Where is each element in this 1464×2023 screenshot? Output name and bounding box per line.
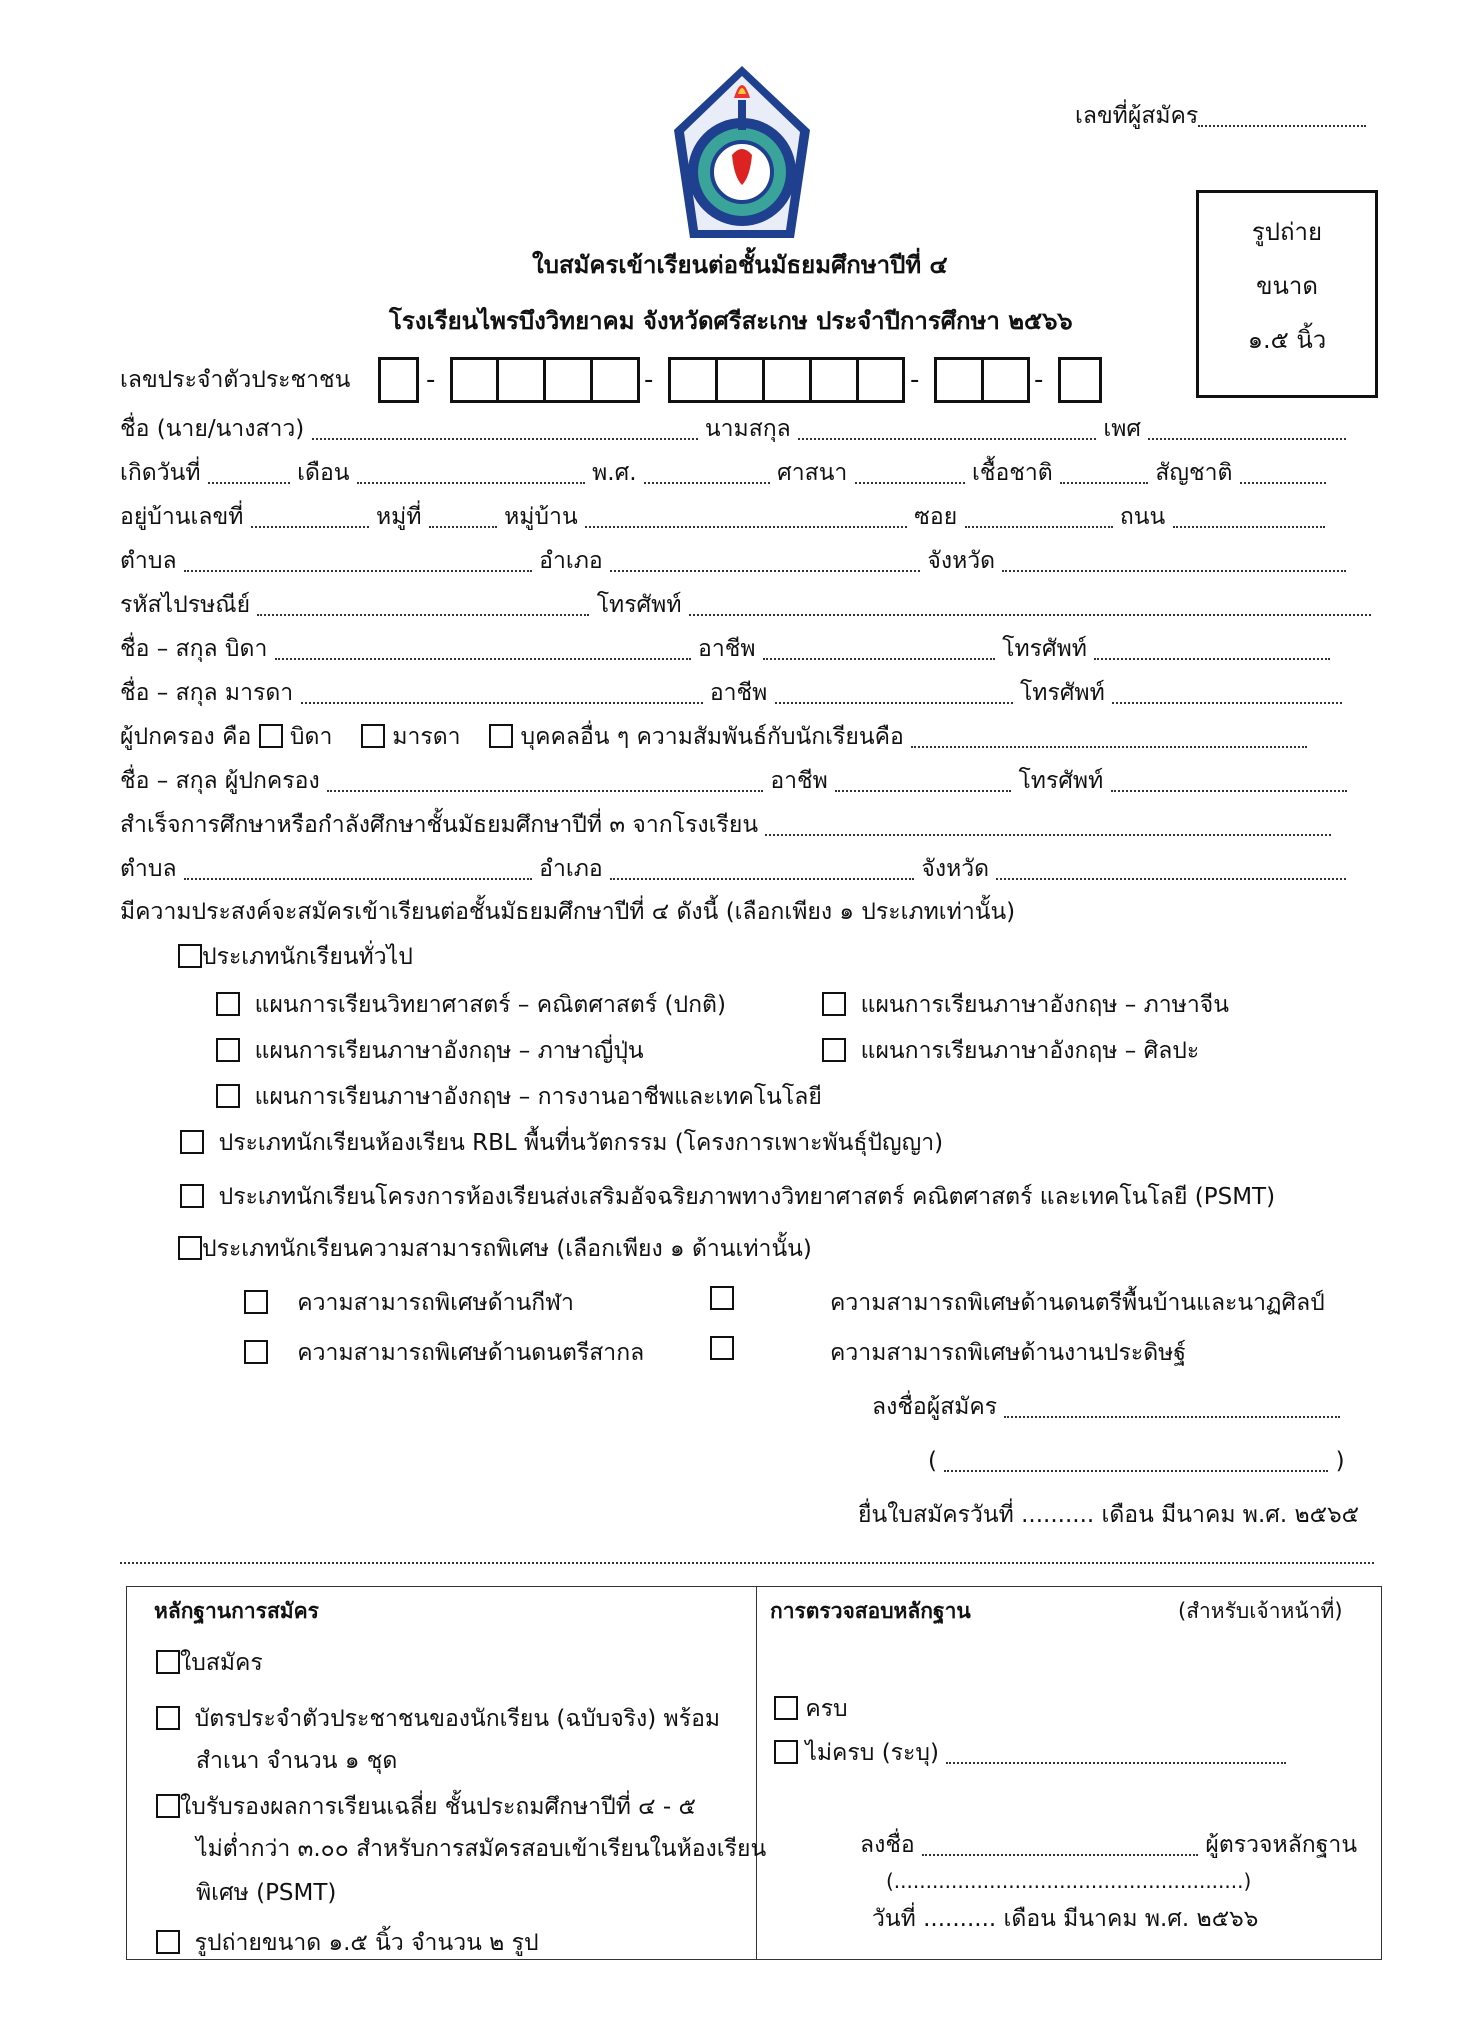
evidence-item-1: ใบสมัคร <box>156 1648 263 1678</box>
name-input[interactable] <box>312 420 698 440</box>
option-special-sport: ความสามารถพิเศษด้านกีฬา <box>244 1288 574 1318</box>
father-name-input[interactable] <box>275 640 691 660</box>
verify-paren: (.......................................................) <box>886 1869 1252 1893</box>
general-checkbox[interactable] <box>178 944 202 968</box>
verify-reason-input[interactable] <box>946 1744 1286 1764</box>
special-sport-checkbox[interactable] <box>244 1290 268 1314</box>
submit-date: ยื่นใบสมัครวันที่ .......... เดือน มีนาคม พ.ศ. ๒๕๖๕ <box>858 1502 1360 1528</box>
guardian-occupation-input[interactable] <box>835 772 1011 792</box>
moo-input[interactable] <box>429 508 497 528</box>
soi-input[interactable] <box>965 508 1113 528</box>
father-occupation-input[interactable] <box>763 640 995 660</box>
guardian-other-checkbox[interactable] <box>489 724 513 748</box>
special-folk-music-label: ความสามารถพิเศษด้านดนตรีพื้นบ้านและนาฏศิลป์ <box>830 1290 1325 1316</box>
father-phone-input[interactable] <box>1094 640 1330 660</box>
nationality-input[interactable] <box>1240 464 1326 484</box>
psmt-checkbox[interactable] <box>180 1184 204 1208</box>
plan-eng-art-checkbox[interactable] <box>822 1038 846 1062</box>
evidence-grade-checkbox[interactable] <box>156 1794 180 1818</box>
evidence-item-3b: ไม่ต่ำกว่า ๓.๐๐ สำหรับการสมัครสอบเข้าเรียนในห้องเรียน <box>196 1836 767 1862</box>
applicant-name-paren: ( ) <box>928 1448 1345 1474</box>
sex-input[interactable] <box>1148 420 1346 440</box>
religion-input[interactable] <box>855 464 965 484</box>
verify-sign-input[interactable] <box>922 1836 1198 1856</box>
national-id-label: เลขประจำตัวประชาชน <box>120 367 351 393</box>
photo-line-3: ๑.๕ นิ้ว <box>1247 326 1327 354</box>
option-plan-eng-career: แผนการเรียนภาษาอังกฤษ – การงานอาชีพและเทคโนโลยี <box>216 1082 822 1112</box>
option-plan-sci-math: แผนการเรียนวิทยาศาสตร์ – คณิตศาสตร์ (ปกติ) <box>216 990 726 1020</box>
guardian-phone-input[interactable] <box>1111 772 1347 792</box>
form-title: ใบสมัครเข้าเรียนต่อชั้นมัธยมศึกษาปีที่ ๔ <box>532 251 948 279</box>
race-input[interactable] <box>1060 464 1148 484</box>
intent-heading: มีความประสงค์จะสมัครเข้าเรียนต่อชั้นมัธยมศึกษาปีที่ ๔ ดังนี้ (เลือกเพียง ๑ ประเภทเท่านั้น) <box>120 899 1016 925</box>
special-invention-checkbox[interactable] <box>710 1336 734 1360</box>
option-plan-eng-art: แผนการเรียนภาษาอังกฤษ – ศิลปะ <box>822 1036 1199 1066</box>
option-rbl: ประเภทนักเรียนห้องเรียน RBL พื้นที่นวัตกรรม (โครงการเพาะพันธุ์ปัญญา) <box>180 1128 943 1158</box>
guardian-relation-input[interactable] <box>911 728 1307 748</box>
plan-sci-math-checkbox[interactable] <box>216 992 240 1016</box>
verify-complete: ครบ <box>774 1694 848 1724</box>
road-input[interactable] <box>1173 508 1325 528</box>
birth-year-input[interactable] <box>644 464 770 484</box>
house-no-input[interactable] <box>251 508 369 528</box>
surname-input[interactable] <box>798 420 1096 440</box>
option-general: ประเภทนักเรียนทั่วไป <box>178 942 413 972</box>
option-special-intl-music: ความสามารถพิเศษด้านดนตรีสากล <box>244 1338 644 1368</box>
row-birth: เกิดวันที่ เดือน พ.ศ. ศาสนา เชื้อชาติ สัญชาติ <box>120 458 1326 488</box>
form-subtitle: โรงเรียนไพรบึงวิทยาคม จังหวัดศรีสะเกษ ประจำปีการศึกษา ๒๕๖๖ <box>389 307 1073 335</box>
verify-date: วันที่ .......... เดือน มีนาคม พ.ศ. ๒๕๖๖ <box>872 1906 1259 1932</box>
mother-name-input[interactable] <box>301 684 703 704</box>
row-school-district: ตำบล อำเภอ จังหวัด <box>120 854 1346 884</box>
row-mother: ชื่อ – สกุล มารดา อาชีพ โทรศัพท์ <box>120 678 1342 708</box>
birth-day-input[interactable] <box>208 464 290 484</box>
applicant-signature-input[interactable] <box>1004 1398 1340 1418</box>
photo-line-1: รูปถ่าย <box>1251 218 1323 246</box>
phone-input[interactable] <box>689 596 1371 616</box>
row-district: ตำบล อำเภอ จังหวัด <box>120 546 1346 576</box>
applicant-no-label: เลขที่ผู้สมัคร <box>1075 98 1366 134</box>
mother-occupation-input[interactable] <box>775 684 1013 704</box>
row-father: ชื่อ – สกุล บิดา อาชีพ โทรศัพท์ <box>120 634 1330 664</box>
evidence-form-checkbox[interactable] <box>156 1650 180 1674</box>
school-input[interactable] <box>765 816 1331 836</box>
row-address: อยู่บ้านเลขที่ หมู่ที่ หมู่บ้าน ซอย ถนน <box>120 502 1325 532</box>
option-special-invention <box>710 1334 734 1364</box>
evidence-idcard-checkbox[interactable] <box>156 1706 180 1730</box>
evidence-item-2b: สำเนา จำนวน ๑ ชุด <box>196 1748 398 1774</box>
verify-note: (สำหรับเจ้าหน้าที่) <box>1178 1599 1343 1623</box>
evidence-photo-checkbox[interactable] <box>156 1930 180 1954</box>
evidence-item-4: รูปถ่ายขนาด ๑.๕ นิ้ว จำนวน ๒ รูป <box>156 1928 539 1958</box>
cut-line <box>120 1562 1374 1564</box>
school-tambon-input[interactable] <box>184 860 532 880</box>
birth-month-input[interactable] <box>357 464 585 484</box>
option-special-folk-music <box>710 1284 734 1314</box>
option-special: ประเภทนักเรียนความสามารถพิเศษ (เลือกเพียง ๑ ด้านเท่านั้น) <box>178 1234 812 1264</box>
guardian-father-checkbox[interactable] <box>259 724 283 748</box>
amphoe-input[interactable] <box>610 552 920 572</box>
postcode-input[interactable] <box>257 596 589 616</box>
special-checkbox[interactable] <box>178 1236 202 1260</box>
evidence-item-3c: พิเศษ (PSMT) <box>196 1880 337 1906</box>
verify-complete-checkbox[interactable] <box>774 1696 798 1720</box>
verify-incomplete: ไม่ครบ (ระบุ) <box>774 1738 1286 1768</box>
verify-incomplete-checkbox[interactable] <box>774 1740 798 1764</box>
plan-eng-chinese-checkbox[interactable] <box>822 992 846 1016</box>
row-guardian-type: ผู้ปกครอง คือ บิดา มารดา บุคคลอื่น ๆ ความสัมพันธ์กับนักเรียนคือ <box>120 722 1307 752</box>
option-plan-eng-chinese: แผนการเรียนภาษาอังกฤษ – ภาษาจีน <box>822 990 1229 1020</box>
tambon-input[interactable] <box>184 552 532 572</box>
school-province-input[interactable] <box>996 860 1346 880</box>
row-graduated: สำเร็จการศึกษาหรือกำลังศึกษาชั้นมัธยมศึกษาปีที่ ๓ จากโรงเรียน <box>120 810 1331 840</box>
option-plan-eng-japanese: แผนการเรียนภาษาอังกฤษ – ภาษาญี่ปุ่น <box>216 1036 644 1066</box>
mother-phone-input[interactable] <box>1112 684 1342 704</box>
applicant-signature: ลงชื่อผู้สมัคร <box>872 1392 1340 1422</box>
verify-heading: การตรวจสอบหลักฐาน <box>770 1599 971 1623</box>
school-amphoe-input[interactable] <box>610 860 914 880</box>
option-psmt: ประเภทนักเรียนโครงการห้องเรียนส่งเสริมอัจฉริยภาพทางวิทยาศาสตร์ คณิตศาสตร์ และเทคโนโลยี (PSMT) <box>180 1182 1275 1212</box>
special-folk-music-checkbox[interactable] <box>710 1286 734 1310</box>
verify-sign: ลงชื่อ ผู้ตรวจหลักฐาน <box>860 1832 1358 1858</box>
plan-eng-career-checkbox[interactable] <box>216 1084 240 1108</box>
province-input[interactable] <box>1002 552 1346 572</box>
guardian-mother-checkbox[interactable] <box>361 724 385 748</box>
village-input[interactable] <box>585 508 907 528</box>
row-postcode: รหัสไปรษณีย์ โทรศัพท์ <box>120 590 1371 620</box>
plan-eng-japanese-checkbox[interactable] <box>216 1038 240 1062</box>
evidence-item-2: บัตรประจำตัวประชาชนของนักเรียน (ฉบับจริง) พร้อม <box>156 1704 720 1734</box>
guardian-name-input[interactable] <box>327 772 763 792</box>
row-guardian: ชื่อ – สกุล ผู้ปกครอง อาชีพ โทรศัพท์ <box>120 766 1347 796</box>
school-logo <box>662 60 822 242</box>
applicant-fullname-input[interactable] <box>944 1452 1328 1472</box>
photo-line-2: ขนาด <box>1256 272 1318 300</box>
photo-box <box>1196 190 1378 398</box>
row-name: ชื่อ (นาย/นางสาว) นามสกุล เพศ <box>120 414 1346 444</box>
special-invention-label: ความสามารถพิเศษด้านงานประดิษฐ์ <box>830 1340 1187 1366</box>
special-intl-music-checkbox[interactable] <box>244 1340 268 1364</box>
evidence-heading: หลักฐานการสมัคร <box>154 1599 319 1623</box>
evidence-item-3: ใบรับรองผลการเรียนเฉลี่ย ชั้นประถมศึกษาปีที่ ๔ - ๕ <box>156 1792 696 1822</box>
rbl-checkbox[interactable] <box>180 1130 204 1154</box>
